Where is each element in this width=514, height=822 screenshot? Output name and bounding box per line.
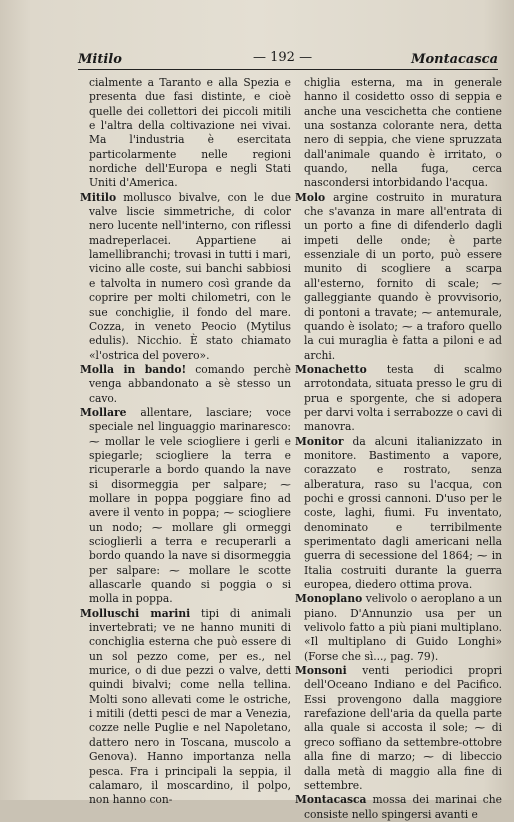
headword: Monsoni <box>295 664 347 678</box>
definition: da alcuni italianizzato in monitore. Bastimento a vapore, corazzato e rostrato, senza alberatura, raso su l'acqua, con pochi e grossi cannoni. D'uso per le coste, laghi, fiumi. Fu inventato, denominato e terribilmente sperimentato dagli americani nella guerra di secessione del 1864; ⁓ in Italia costruiti durante la guerra europea, diedero ottima prova. <box>304 434 502 592</box>
entry-mollare <box>80 406 291 607</box>
right-column <box>295 76 502 822</box>
headword: Molo <box>295 190 326 204</box>
entry-monoplano <box>295 592 502 664</box>
definition: velivolo o aeroplano a un piano. D'Annunzio usa per un velivolo fatto a più piani multiplano. «Il multiplano di Guido Longhi» (Forse che sì..., pag. 79). <box>304 592 502 663</box>
definition: mollusco bivalve, con le due valve liscie simmetriche, di color nero lucente nell'interno, con riflessi madreperlacei. Appartiene ai lamellibranchi; trovasi in tutti i mari, vicino alle coste, sui banchi sabbiosi e talvolta in numero così grande da coprire per molti chilometri, con le sue conchiglie, il fondo del mare. Cozza, in veneto Peocio (Mytilus edulis). Nicchio. È stato chiamato «l'ostrica del povero». <box>89 190 291 362</box>
header-left-guideword: Mitilo <box>78 52 122 67</box>
page-number: — 192 — <box>253 50 313 65</box>
definition: comando perchè venga abbandonato a sè stesso un cavo. <box>89 362 291 405</box>
left-column <box>80 76 291 808</box>
headword: Monitor <box>295 434 344 448</box>
definition: venti periodici propri dell'Oceano Indiano e del Pacifico. Essi provengono dalla maggiore rarefazione dell'aria da quella parte alla quale si accosta il sole; ⁓ di greco soffiano da settembre-ottobre alla fine di marzo; ⁓ di libeccio dalla metà di maggio alla fine di settembre. <box>304 664 502 792</box>
entry-molo <box>295 191 502 363</box>
entry-montacasca <box>295 793 502 822</box>
header-right-guideword: Montacasca <box>411 52 498 67</box>
entry-monitor <box>295 435 502 593</box>
headword: Molla in bando! <box>80 362 187 376</box>
definition: testa di scalmo arrotondata, situata presso le gru di prua e sporgente, che si adopera per darvi volta i serrabozze o cavi di manovra. <box>304 362 502 434</box>
headword: Mollare <box>80 405 127 419</box>
definition: mossa dei marinai che consiste nello spingersi avanti e <box>304 793 502 821</box>
entry-monsoni <box>295 664 502 793</box>
continuation-text: cialmente a Taranto e alla Spezia e presenta due fasi distinte, e cioè quelle dei collettori dei piccoli mitili e l'altra della coltivazione nei vivai. Ma l'industria è esercitata particolarmente nelle regioni nordiche dell'Europa e negli Stati Uniti d'America. <box>89 76 291 190</box>
definition: tipi di animali invertebrati; ve ne hanno muniti di conchiglia esterna che può essere di un sol pezzo come, per es., nel murice, o di due pezzi o valve, detti quindi bivalvi; come nella tellina. Molti sono allevati come le ostriche, i mitili (detti pesci de mar a Venezia, cozze nelle Puglie e nel Napoletano, dattero nero in Toscana, muscolo a Genova). Hanno importanza nella pesca. Fra i principali la seppia, il calamaro, il moscardino, il polpo, non hanno con- <box>89 606 291 807</box>
entry-molla-in-bando <box>80 363 291 406</box>
definition: allentare, lasciare; voce speciale nel linguaggio marinaresco: ⁓ mollar le vele sciogliere i gerli e spiegarle; sciogliere la terra e ricuperarle a bordo quando la nave si disormeggia per salpare; ⁓ mollare in poppa poggiare fino ad avere il vento in poppa; ⁓ sciogliere un nodo; ⁓ mollare gli ormeggi scioglierli a terra e recuperarli a bordo quando la nave si disormeggia per salpare: ⁓ mollare le scotte allascarle quando si poggia o si molla in poppa. <box>89 405 291 606</box>
headword: Mitilo <box>80 190 117 204</box>
header-rule <box>78 69 498 70</box>
definition: argine costruito in muratura che s'avanza in mare all'entrata di un porto a fine di difenderlo dagli impeti delle onde; è parte essenziale di un porto, può essere munito di scogliere a scarpa all'esterno, fornito di scale; ⁓ galleggiante quando è provvisorio, di pontoni a travate; ⁓ antemurale, quando è isolato; ⁓ a traforo quello la cui muraglia è fatta a piloni e ad archi. <box>304 190 502 362</box>
entry-molluschi-marini <box>80 607 291 808</box>
entry-monachetto <box>295 363 502 435</box>
headword: Molluschi marini <box>80 606 191 620</box>
headword: Montacasca <box>295 793 367 807</box>
headword: Monachetto <box>295 362 367 376</box>
headword: Monoplano <box>295 592 363 606</box>
entry-mitilo <box>80 191 291 363</box>
continuation-text: chiglia esterna, ma in generale hanno il cosidetto osso di seppia e anche una vescichetta che contiene una sostanza colorante nera, detta nero di seppia, che viene spruzzata dall'animale quando è irritato, o quando, nella fuga, cerca nascondersi intorbidando l'acqua. <box>304 76 502 190</box>
